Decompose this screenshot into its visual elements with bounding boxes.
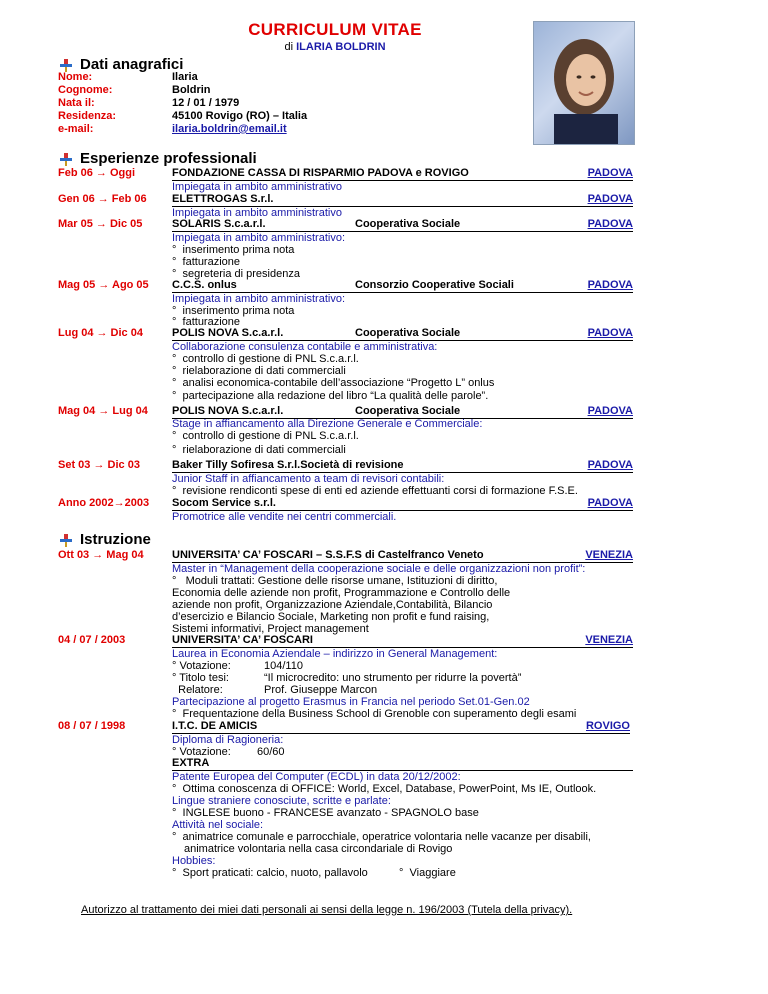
edu-votazione (172, 660, 303, 672)
label-email: e-mail: (58, 123, 94, 135)
exp-header (172, 327, 633, 341)
extra-sociale: Attività nel sociale: (172, 819, 264, 831)
votazione-label: Votazione: (179, 660, 231, 672)
list-item-text: controllo di gestione di PNL S.c.a.r.l. (182, 430, 359, 442)
exp-header (172, 167, 633, 181)
bullet: ° (172, 575, 177, 587)
list-item (172, 831, 591, 843)
list-item-text: animatrice volontaria nella casa circondariale di Rovigo (184, 843, 453, 855)
exp-header (172, 459, 633, 473)
extra-lingue: Lingue straniere conosciute, scritte e parlate: (172, 795, 391, 807)
list-item-text: inserimento prima nota (182, 244, 295, 256)
exp-city: PADOVA (587, 327, 633, 339)
list-item (172, 575, 542, 587)
list-item-text: fatturazione (182, 316, 241, 328)
votazione-label: Votazione: (179, 746, 231, 758)
exp-city: PADOVA (587, 497, 633, 509)
section-esperienze (58, 150, 257, 167)
relatore-label: Relatore: (178, 684, 223, 696)
list-item (172, 390, 488, 402)
moduli-line: Moduli trattati: Gestione delle risorse umane, Istituzioni di diritto, (185, 575, 498, 587)
list-item (172, 807, 479, 819)
bullet: ° (172, 444, 177, 456)
label-nata: Nata il: (58, 97, 95, 109)
exp-date: Mar 05 → Dic 05 (58, 218, 143, 230)
value-cognome: Boldrin (172, 84, 211, 96)
exp-city: PADOVA (587, 167, 633, 179)
bullet: ° (172, 831, 177, 843)
edu-diploma: Diploma di Ragioneria: (172, 734, 284, 746)
list-item-text: Ottima conoscenza di OFFICE: World, Excel, Database, PowerPoint, Ms IE, Outlook. (182, 783, 597, 795)
candidate-name: ILARIA BOLDRIN (296, 41, 386, 53)
bullet: ° (172, 485, 177, 497)
list-item (172, 377, 494, 389)
bullet: ° (172, 377, 177, 389)
value-nata: 12 / 01 / 1979 (172, 97, 240, 109)
list-item-text: rielaborazione di dati commerciali (182, 365, 346, 377)
exp-city: PADOVA (587, 459, 633, 471)
label-residenza: Residenza: (58, 110, 117, 122)
bullet: ° (172, 390, 177, 402)
bullet: ° (172, 316, 177, 328)
list-item (172, 365, 346, 377)
exp-role: Collaborazione consulenza contabile e amministrativa: (172, 341, 438, 353)
list-item-text: partecipazione alla redazione del libro “La qualità delle parole”. (182, 390, 489, 402)
exp-city: PADOVA (587, 193, 633, 205)
votazione-value: 104/110 (264, 660, 303, 672)
pushpin-icon (58, 152, 74, 166)
bullet: ° (172, 268, 177, 280)
exp-org: Socom Service s.r.l. (172, 497, 276, 509)
list-item-text: inserimento prima nota (182, 305, 295, 317)
exp-date: Mag 04 → Lug 04 (58, 405, 148, 417)
bullet: ° (172, 746, 177, 758)
cv-title: CURRICULUM VITAE (248, 20, 422, 39)
list-item (172, 867, 572, 879)
section-title: Istruzione (80, 531, 151, 548)
list-item-text: Sport praticati: calcio, nuoto, pallavolo (182, 867, 368, 879)
list-item (172, 783, 596, 795)
edu-date: 04 / 07 / 2003 (58, 634, 126, 646)
list-item-text: revisione rendiconti spese di enti ed aziende effettuanti corsi di formazione F.S.E. (182, 485, 578, 497)
extra-ecdl: Patente Europea del Computer (ECDL) in data 20/12/2002: (172, 771, 461, 783)
exp-org: POLIS NOVA S.c.a.r.l. (172, 327, 284, 339)
moduli-line: Sistemi informativi, Project management (172, 623, 369, 635)
exp-header (172, 193, 633, 207)
exp-date: Lug 04 → Dic 04 (58, 327, 143, 339)
edu-city: VENEZIA (585, 634, 633, 646)
exp-date: Set 03 → Dic 03 (58, 459, 140, 471)
list-item (172, 353, 359, 365)
exp-type: Cooperativa Sociale (355, 218, 461, 230)
edu-erasmus: Partecipazione al progetto Erasmus in Francia nel periodo Set.01-Gen.02 (172, 696, 530, 708)
bullet: ° (172, 783, 177, 795)
exp-date: Mag 05 → Ago 05 (58, 279, 149, 291)
list-item-text: INGLESE buono - FRANCESE avanzato - SPAGNOLO base (182, 807, 479, 819)
list-item (172, 444, 346, 456)
bullet: ° (172, 672, 177, 684)
list-item-text: animatrice comunale e parrocchiale, operatrice volontaria nelle vacanze per disabili, (182, 831, 591, 843)
votazione-value: 60/60 (257, 746, 285, 758)
subtitle-di: di (284, 41, 294, 53)
exp-org: C.C.S. onlus (172, 279, 237, 291)
exp-role: Stage in affiancamento alla Direzione Generale e Commerciale: (172, 418, 483, 430)
exp-date: Feb 06 → Oggi (58, 167, 136, 179)
exp-type: Consorzio Cooperative Sociali (355, 279, 514, 291)
exp-header (172, 405, 633, 419)
exp-role: Impiegata in ambito amministrativo: (172, 232, 346, 244)
exp-org: ELETTROGAS S.r.l. (172, 193, 274, 205)
moduli-line: d’esercizio e Bilancio Sociale, Marketing non profit e fund raising, (172, 611, 490, 623)
edu-date: Ott 03 → Mag 04 (58, 549, 144, 561)
edu-laurea: Laurea in Economia Aziendale – indirizzo in General Management: (172, 648, 498, 660)
label-cognome: Cognome: (58, 84, 113, 96)
exp-role: Impiegata in ambito amministrativo (172, 207, 342, 219)
pushpin-icon (58, 58, 74, 72)
exp-date: Gen 06 → Feb 06 (58, 193, 147, 205)
edu-city: VENEZIA (585, 549, 633, 561)
bullet: ° (172, 353, 177, 365)
exp-header (172, 218, 633, 232)
relatore-value: Prof. Giuseppe Marcon (264, 684, 378, 696)
list-item-text: controllo di gestione di PNL S.c.a.r.l. (182, 353, 359, 365)
list-item-text: analisi economica-contabile dell’associazione “Progetto L” onlus (182, 377, 495, 389)
list-item (172, 708, 576, 720)
exp-org: POLIS NOVA S.c.a.r.l. (172, 405, 284, 417)
exp-role: Impiegata in ambito amministrativo: (172, 293, 346, 305)
exp-org: FONDAZIONE CASSA DI RISPARMIO PADOVA e ROVIGO (172, 167, 469, 179)
exp-role: Promotrice alle vendite nei centri commerciali. (172, 511, 397, 523)
list-item-text: rielaborazione di dati commerciali (182, 444, 346, 456)
edu-header (172, 549, 633, 563)
exp-date: Anno 2002→2003 (58, 497, 150, 509)
moduli-line: Economia delle aziende non profit, Programmazione e Controllo delle (172, 587, 511, 599)
tesi-label: Titolo tesi: (179, 672, 229, 684)
bullet: ° (172, 867, 177, 879)
section-title: Dati anagrafici (80, 56, 184, 73)
section-title: Esperienze professionali (80, 150, 257, 167)
email-link[interactable]: ilaria.boldrin@email.it (172, 123, 287, 135)
extra-hobbies: Hobbies: (172, 855, 216, 867)
edu-header (172, 634, 633, 648)
label-nome: Nome: (58, 71, 93, 83)
exp-role: Impiegata in ambito amministrativo (172, 181, 342, 193)
edu-org: UNIVERSITA’ CA’ FOSCARI – S.S.F.S di Castelfranco Veneto (172, 549, 484, 561)
value-residenza: 45100 Rovigo (RO) – Italia (172, 110, 308, 122)
list-item (172, 430, 359, 442)
extra-title: EXTRA (172, 757, 210, 769)
extra-header (172, 757, 633, 771)
exp-header (172, 497, 633, 511)
privacy-footer: Autorizzo al trattamento dei miei dati personali ai sensi della legge n. 196/2003 (Tutela della privacy). (81, 904, 573, 916)
exp-city: PADOVA (587, 405, 633, 417)
bullet: ° (172, 660, 177, 672)
pushpin-icon (58, 533, 74, 547)
exp-city: PADOVA (587, 218, 633, 230)
bullet: ° (399, 867, 404, 879)
exp-city: PADOVA (587, 279, 633, 291)
exp-org: Baker Tilly Sofiresa S.r.l.Società di revisione (172, 459, 404, 471)
edu-header (172, 720, 630, 734)
moduli-line: aziende non profit, Organizzazione Aziendale,Contabilità, Bilancio (172, 599, 493, 611)
exp-type: Cooperativa Sociale (355, 327, 461, 339)
edu-relatore (172, 684, 472, 696)
edu-date: 08 / 07 / 1998 (58, 720, 126, 732)
bullet: ° (172, 256, 177, 268)
exp-type: Cooperativa Sociale (355, 405, 461, 417)
bullet: ° (172, 365, 177, 377)
exp-org: SOLARIS S.c.a.r.l. (172, 218, 266, 230)
bullet: ° (172, 807, 177, 819)
list-item-text: segreteria di presidenza (182, 268, 300, 280)
bullet: ° (172, 305, 177, 317)
list-item (172, 485, 578, 497)
bullet: ° (172, 244, 177, 256)
edu-org: UNIVERSITA’ CA’ FOSCARI (172, 634, 313, 646)
list-item (172, 244, 294, 256)
list-item-text: Viaggiare (409, 867, 456, 879)
edu-tesi (172, 672, 572, 684)
exp-role: Junior Staff in affiancamento a team di revisori contabili: (172, 473, 445, 485)
list-item-text: Frequentazione della Business School di Grenoble con superamento degli esami (182, 708, 577, 720)
list-item-text: fatturazione (182, 256, 241, 268)
bullet: ° (172, 430, 177, 442)
value-nome: Ilaria (172, 71, 198, 83)
profile-photo (533, 21, 635, 145)
list-item (172, 256, 240, 268)
edu-master: Master in “Management della cooperazione sociale e delle organizzazioni non profit”: (172, 563, 586, 575)
tesi-value: “Il microcredito: uno strumento per ridurre la povertà” (264, 672, 522, 684)
section-istruzione (58, 531, 151, 548)
edu-city: ROVIGO (585, 720, 630, 732)
bullet: ° (172, 708, 177, 720)
edu-org: I.T.C. DE AMICIS (172, 720, 258, 732)
exp-header (172, 279, 633, 293)
